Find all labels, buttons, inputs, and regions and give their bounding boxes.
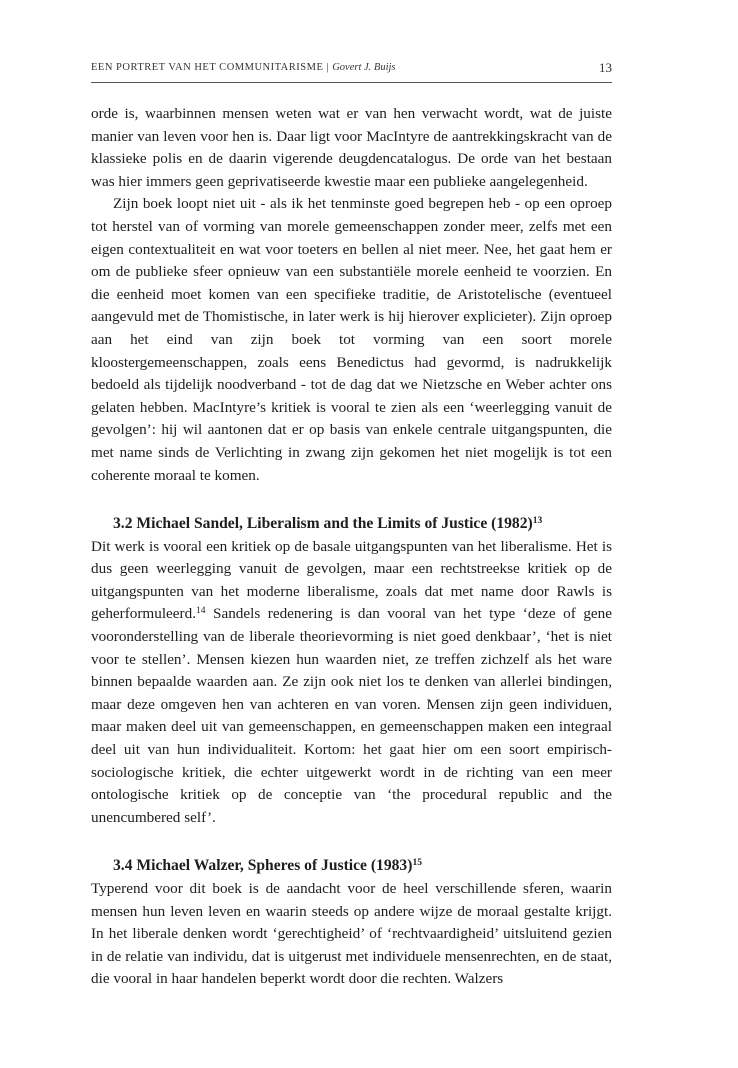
running-head-separator: | bbox=[323, 62, 333, 73]
paragraph-sandel bbox=[91, 536, 612, 830]
running-head-author: Govert J. Buijs bbox=[332, 62, 396, 73]
section-heading-sandel bbox=[91, 513, 612, 536]
footnote-ref-15[interactable]: 15 bbox=[412, 858, 422, 869]
section-heading-sandel-text: 3.2 Michael Sandel, Liberalism and the Limits of Justice (1982) bbox=[113, 515, 533, 533]
footnote-ref-13[interactable]: 13 bbox=[532, 516, 543, 527]
page-number: 13 bbox=[599, 60, 612, 75]
header-divider bbox=[91, 82, 612, 83]
paragraph-macintyre-book: Zijn boek loopt niet uit - als ik het tenminste goed begrepen heb - op een oproep tot herstel van of vorming van morele gemeenschappen zonder meer, zelfs met een eigen contextualiteit en wat voor toeters en bellen al niet meer. Nee, het gaat hem er om de publieke sfeer opnieuw van een substantiële morele eenheid te voorzien. En die eenheid moet komen van een specifieke traditie, de Aristotelische (eventueel aangevuld met de Thomistische, in later werk is hij hierover explicieter). Zijn oproep aan het eind van zijn boek tot vorming van een soort morele kloostergemeenschappen, zoals eens Benedictus had gevormd, is nadrukkelijk bedoeld als tijdelijk noodverband - tot de dag dat we Nietzsche en Weber achter ons gelaten hebben. MacIntyre’s kritiek is vooral te zien als een ‘weerlegging vanuit de gevolgen’: hij wil aantonen dat er op basis van enkele centrale uitgangspunten, die met name sinds de Verlichting in zwang zijn gekomen het niet mogelijk is tot een coherente moraal te komen. bbox=[91, 195, 612, 484]
paragraph-sandel-part2: Sandels redenering is dan vooral van het type ‘deze of gene vooronderstelling van de liberale theorievorming is niet goed denkbaar’, ‘het is niet voor te stellen’. Mensen kiezen hun waarden niet, ze treffen zichzelf als het ware binnen bepaalde waarden aan. Ze zijn ook niet los te denken van allerlei bindingen, maar deze omgeven hen van achteren en van voren. Mensen zijn geen individuen, maar maken deel uit van gemeenschappen, en gemeenschappen maken een integraal deel uit van hun individualiteit. Kortom: het gaat hier om een soort empirisch-sociologische kritiek, die echter uitgewerkt wordt in de richting van een meer ontologische kritiek op de conceptie van ‘the procedural republic and the unencumbered self’. bbox=[91, 605, 612, 826]
footnote-ref-14[interactable]: 14 bbox=[196, 606, 206, 617]
section-heading-walzer bbox=[91, 855, 612, 878]
paragraph-sandel-part1: Dit werk is vooral een kritiek op de basale uitgangspunten van het liberalisme. Het is dus geen weerlegging vanuit de gevolgen, maar een rechtstreekse kritiek op de uitgangspunten van het moderne liberalisme, zoals dat met name door Rawls is geherformuleerd. bbox=[91, 537, 612, 623]
running-head bbox=[91, 62, 611, 73]
section-heading-walzer-text: 3.4 Michael Walzer, Spheres of Justice (1983) bbox=[113, 857, 413, 875]
main-text bbox=[91, 103, 612, 991]
paragraph-macintyre-order: orde is, waarbinnen mensen weten wat er van hen verwacht wordt, wat de juiste manier van leven voor hen is. Daar ligt voor MacIntyre de aantrekkingskracht van de klassieke polis en de daarin vigerende deugdencatalogus. De orde van het bestaan was hier immers geen geprivatiseerde kwestie maar een publieke aangelegenheid. bbox=[91, 105, 612, 190]
running-title: EEN PORTRET VAN HET COMMUNITARISME bbox=[91, 62, 324, 73]
paragraph-walzer: Typerend voor dit boek is de aandacht voor de heel verschillende sferen, waarin mensen hun leven leven en waarin steeds op andere wijze de moraal gestalte krijgt. In het liberale denken wordt ‘gerechtigheid’ of ‘rechtvaardigheid’ uitsluitend gezien in de relatie van individu, dat is uitgerust met individuele mensenrechten, en de staat, die vooral in haar handelen beperkt wordt door die rechten. Walzers bbox=[91, 880, 612, 988]
